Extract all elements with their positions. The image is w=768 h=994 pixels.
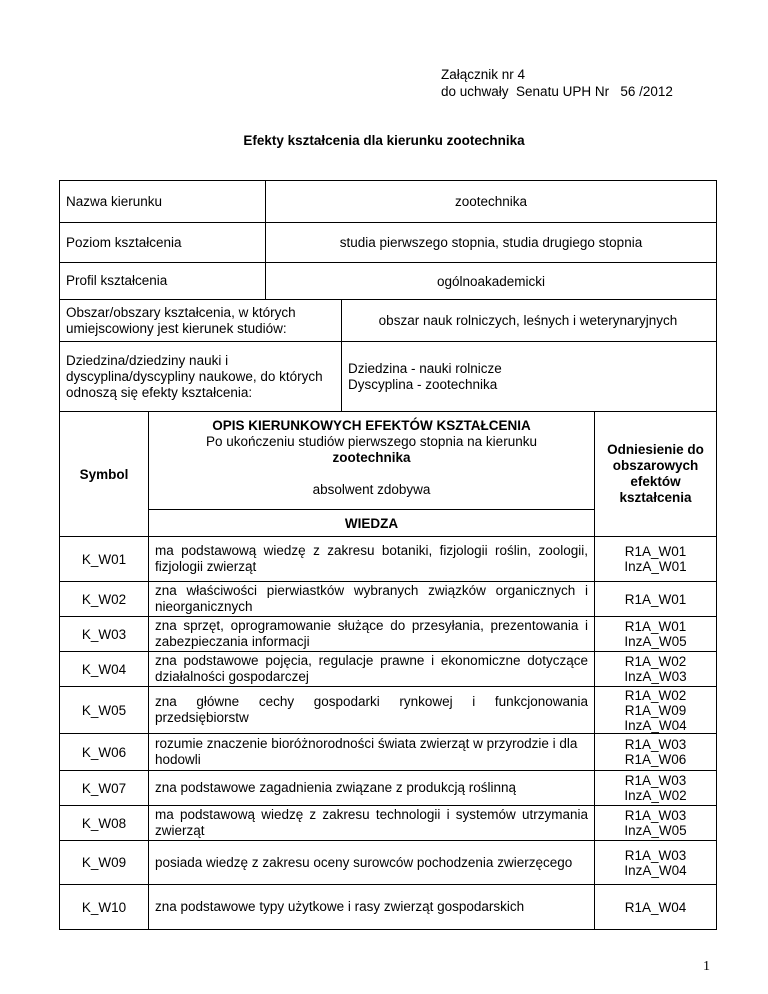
info-row-name — [60, 181, 717, 223]
reference-cell — [595, 617, 717, 652]
info-label: Obszar/obszary kształcenia, w których umiejscowiony jest kierunek studiów: — [60, 300, 342, 342]
symbol-cell: K_W10 — [60, 885, 149, 930]
ref-code: R1A_W03 — [624, 808, 687, 823]
info-row-field — [60, 342, 717, 412]
description-cell: zna główne cechy gospodarki rynkowej i funkcjonowania przedsiębiorstw — [149, 687, 595, 734]
document-title: Efekty kształcenia dla kierunku zootechnika — [243, 133, 525, 148]
annex-line-2: do uchwały Senatu UPH Nr 56 /2012 — [441, 84, 673, 99]
ref-code: R1A_W02 — [624, 687, 687, 703]
symbol-cell: K_W03 — [60, 617, 149, 652]
symbol-cell: K_W01 — [60, 537, 149, 582]
learning-outcomes-table — [59, 411, 717, 930]
info-row-profile — [60, 263, 717, 300]
reference-cell — [595, 687, 717, 734]
info-value — [342, 342, 717, 412]
ref-code: InzA_W02 — [624, 788, 687, 803]
ref-code: R1A_W02 — [624, 654, 687, 669]
info-label: Dziedzina/dziedziny nauki i dyscyplina/dyscypliny naukowe, do których odnoszą się efekty kształcenia: — [60, 342, 342, 412]
symbol-cell: K_W07 — [60, 771, 149, 806]
info-value: ogólnoakademicki — [266, 263, 717, 300]
ref-code: R1A_W03 — [624, 847, 687, 863]
program-info-table — [59, 180, 717, 412]
ref-code: R1A_W09 — [624, 702, 687, 718]
info-row-area — [60, 300, 717, 342]
ref-code: R1A_W01 — [624, 619, 687, 634]
ref-code: InzA_W04 — [624, 717, 687, 733]
reference-header: Odniesienie do obszarowych efektów kształcenia — [595, 412, 717, 537]
table-row — [60, 652, 717, 687]
info-label: Poziom kształcenia — [60, 223, 266, 263]
symbol-cell: K_W08 — [60, 806, 149, 841]
ref-code: R1A_W03 — [624, 737, 687, 752]
reference-cell — [595, 806, 717, 841]
ref-code: R1A_W04 — [624, 899, 687, 915]
ref-code: R1A_W01 — [624, 544, 687, 559]
symbol-header: Symbol — [60, 412, 149, 537]
ref-code: R1A_W03 — [624, 773, 687, 788]
description-cell: zna właściwości pierwiastków wybranych związków organicznych i nieorganicznych — [149, 582, 595, 617]
reference-cell — [595, 771, 717, 806]
description-cell: zna podstawowe zagadnienia związane z produkcją roślinną — [149, 771, 595, 806]
table-row — [60, 885, 717, 930]
table-row — [60, 687, 717, 734]
reference-cell — [595, 885, 717, 930]
info-value: obszar nauk rolniczych, leśnych i weterynaryjnych — [342, 300, 717, 342]
table-row — [60, 617, 717, 652]
ref-code: InzA_W03 — [624, 669, 687, 684]
description-title: OPIS KIERUNKOWYCH EFEKTÓW KSZTAŁCENIA — [212, 418, 531, 433]
ref-code: R1A_W01 — [624, 591, 687, 607]
section-label: WIEDZA — [149, 510, 595, 537]
description-cell: ma podstawową wiedzę z zakresu technologii i systemów utrzymania zwierząt — [149, 806, 595, 841]
symbol-cell: K_W06 — [60, 734, 149, 771]
description-cell: zna podstawowe typy użytkowe i rasy zwierząt gospodarskich — [149, 885, 595, 930]
ref-code: R1A_W06 — [624, 752, 687, 767]
table-row — [60, 582, 717, 617]
table-row — [60, 806, 717, 841]
page-number: 1 — [703, 959, 710, 974]
annex-line-1: Załącznik nr 4 — [441, 67, 526, 82]
info-label: Profil kształcenia — [60, 263, 266, 300]
ref-code: InzA_W04 — [624, 862, 687, 878]
table-row — [60, 841, 717, 885]
description-field: zootechnika — [332, 450, 411, 465]
reference-cell — [595, 841, 717, 885]
symbol-cell: K_W09 — [60, 841, 149, 885]
header-row — [60, 412, 717, 510]
ref-code: InzA_W05 — [624, 823, 687, 838]
description-cell: ma podstawową wiedzę z zakresu botaniki, fizjologii roślin, zoologii, fizjologii zwierząt — [149, 537, 595, 582]
info-value: studia pierwszego stopnia, studia drugiego stopnia — [266, 223, 717, 263]
table-row — [60, 771, 717, 806]
reference-cell — [595, 582, 717, 617]
table-row — [60, 734, 717, 771]
discipline-line: Dyscyplina - zootechnika — [348, 376, 498, 392]
info-row-level — [60, 223, 717, 263]
ref-code: InzA_W01 — [624, 559, 687, 574]
reference-cell — [595, 537, 717, 582]
description-header — [149, 412, 595, 510]
ref-code: InzA_W05 — [624, 634, 687, 649]
info-label: Nazwa kierunku — [60, 181, 266, 223]
reference-cell — [595, 652, 717, 687]
reference-cell — [595, 734, 717, 771]
description-cell: posiada wiedzę z zakresu oceny surowców pochodzenia zwierzęcego — [149, 841, 595, 885]
description-cell: rozumie znaczenie bioróżnorodności świata zwierząt w przyrodzie i dla hodowli — [149, 734, 595, 771]
field-line: Dziedzina - nauki rolnicze — [348, 360, 502, 376]
symbol-cell: K_W05 — [60, 687, 149, 734]
info-value: zootechnika — [266, 181, 717, 223]
symbol-cell: K_W04 — [60, 652, 149, 687]
description-subtitle: Po ukończeniu studiów pierwszego stopnia na kierunku — [206, 434, 537, 449]
symbol-cell: K_W02 — [60, 582, 149, 617]
table-row — [60, 537, 717, 582]
description-graduate: absolwent zdobywa — [312, 482, 431, 497]
description-cell: zna sprzęt, oprogramowanie służące do przesyłania, prezentowania i zabezpieczania informacji — [149, 617, 595, 652]
description-cell: zna podstawowe pojęcia, regulacje prawne i ekonomiczne dotyczące działalności gospodarczej — [149, 652, 595, 687]
annex-header — [441, 66, 673, 100]
